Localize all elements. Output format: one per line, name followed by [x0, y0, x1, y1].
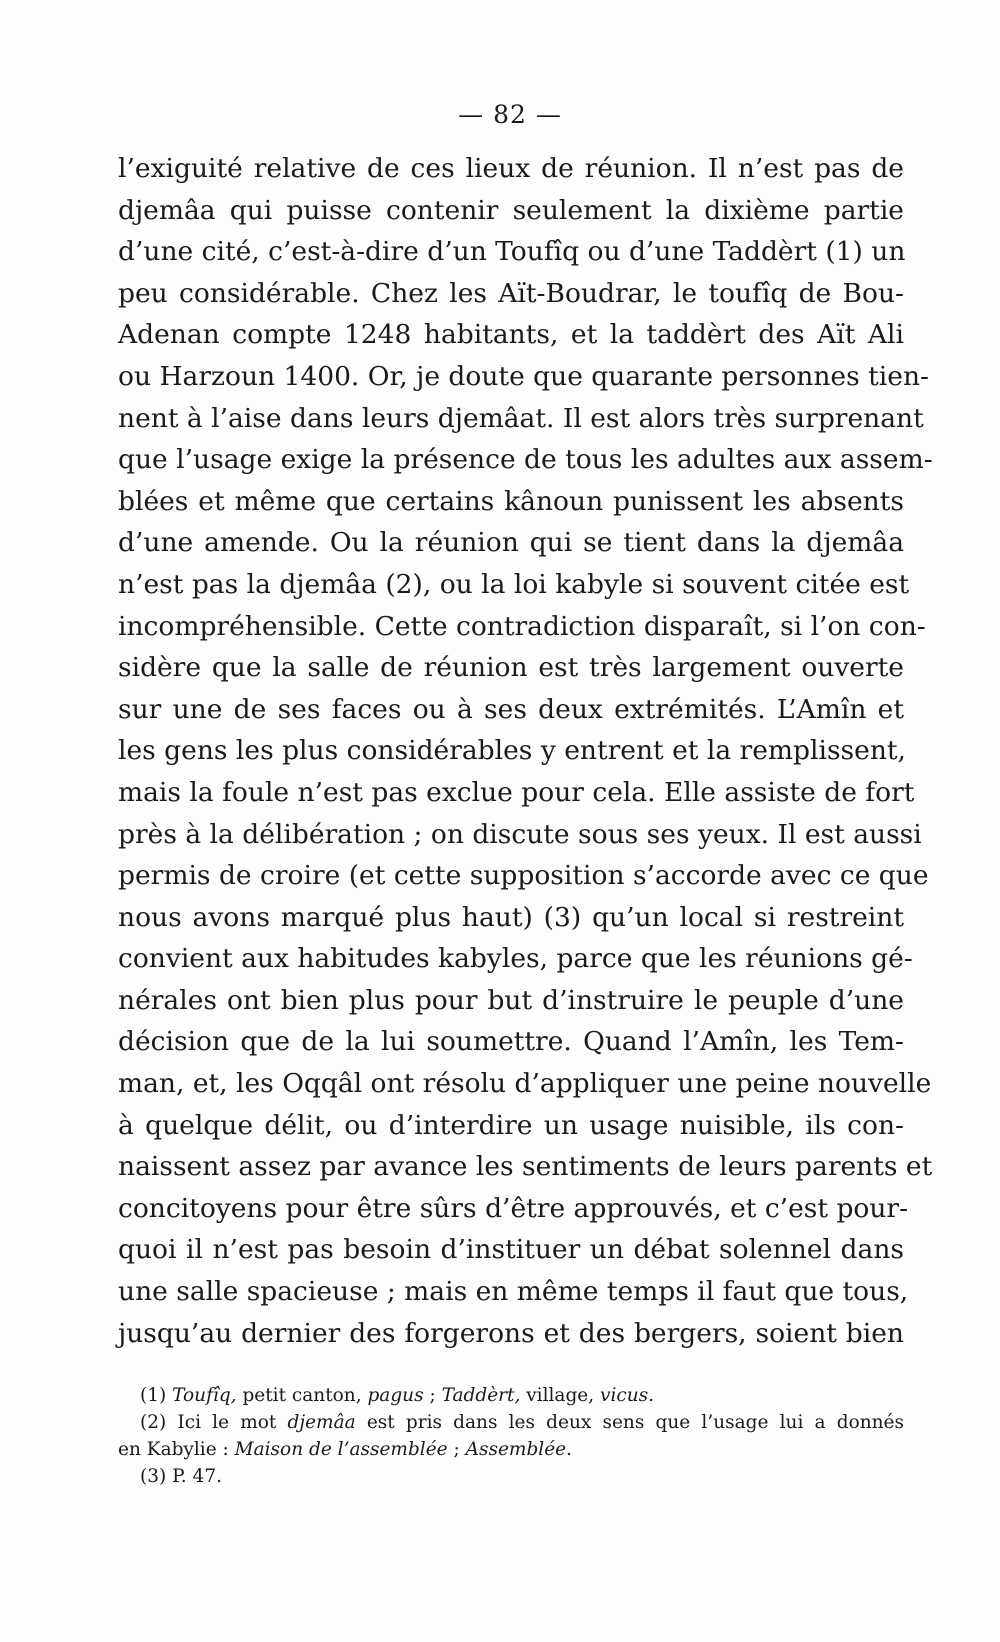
body-line-21: nérales ont bien plus pour but d’instruire le peuple d’une	[118, 984, 904, 1016]
footnote-1-term-taddert: Taddèrt,	[441, 1385, 521, 1406]
body-line-12: incompréhensible. Cette contradiction disparaît, si l’on con-	[118, 610, 926, 642]
body-line-26: concitoyens pour être sûrs d’être approuvés, et c’est pour-	[118, 1192, 909, 1224]
footnote-2-term-maison: Maison de l’assemblée	[234, 1439, 448, 1460]
body-line-14: sur une de ses faces ou à ses deux extrémités. L’Amîn et	[118, 693, 904, 725]
footnote-2-number: (2)	[140, 1412, 167, 1433]
body-line-24: à quelque délit, ou d’interdire un usage nuisible, ils con-	[118, 1109, 904, 1141]
footnote-2-line-1	[118, 1409, 904, 1436]
body-line-4: peu considérable. Chez les Aït-Boudrar, le toufîq de Bou-	[118, 277, 904, 309]
body-line-16: mais la foule n’est pas exclue pour cela. Elle assiste de fort	[118, 776, 915, 808]
footnote-1-number: (1)	[140, 1385, 167, 1406]
body-line-7: nent à l’aise dans leurs djemâat. Il est alors très surprenant	[118, 402, 924, 434]
footnote-1-term-toufiq: Toufîq,	[172, 1385, 237, 1406]
footnote-2-line-2	[118, 1436, 904, 1463]
body-line-6: ou Harzoun 1400. Or, je doute que quarante personnes tien-	[118, 360, 929, 392]
body-line-3: d’une cité, c’est-à-dire d’un Toufîq ou d’une Taddèrt (1) un	[118, 236, 906, 268]
body-line-27: quoi il n’est pas besoin d’instituer un débat solennel dans	[118, 1234, 904, 1266]
page-number: — 82 —	[458, 100, 562, 129]
body-line-18: permis de croire (et cette supposition s’accorde avec ce que	[118, 860, 929, 892]
body-line-22: décision que de la lui soumettre. Quand l’Amîn, les Tem-	[118, 1026, 904, 1058]
body-line-23: man, et, les Oqqâl ont résolu d’appliquer une peine nouvelle	[118, 1068, 932, 1100]
body-line-11: n’est pas la djemâa (2), ou la loi kabyle si souvent citée est	[118, 568, 910, 600]
footnote-1-term-vicus: vicus.	[600, 1385, 655, 1406]
body-line-10: d’une amende. Ou la réunion qui se tient dans la djemâa	[118, 527, 904, 559]
body-line-17: près à la délibération ; on discute sous ses yeux. Il est aussi	[118, 818, 922, 850]
body-line-9: blées et même que certains kânoun punissent les absents	[118, 485, 904, 517]
body-line-29: jusqu’au dernier des forgerons et des bergers, soient bien	[118, 1317, 904, 1349]
footnote-1	[118, 1382, 904, 1409]
footnote-1-text-c: village,	[520, 1385, 600, 1406]
footnote-3: (3) P. 47.	[140, 1466, 222, 1487]
body-line-2: djemâa qui puisse contenir seulement la dixième partie	[118, 194, 904, 226]
body-line-1: l’exiguité relative de ces lieux de réunion. Il n’est pas de	[118, 153, 904, 184]
footnote-2-text-b: est pris dans les deux sens que l’usage lui a donnés	[355, 1412, 904, 1433]
footnote-1-term-pagus: pagus	[367, 1385, 424, 1406]
footnote-1-text-b: ;	[423, 1385, 442, 1406]
footnote-1-text-a: petit canton,	[236, 1385, 368, 1406]
body-line-25: naissent assez par avance les sentiments de leurs parents et	[118, 1151, 933, 1183]
body-line-19: nous avons marqué plus haut) (3) qu’un local si restreint	[118, 901, 904, 933]
body-line-28: une salle spacieuse ; mais en même temps il faut que tous,	[118, 1276, 909, 1308]
body-text	[118, 148, 933, 1354]
body-line-5: Adenan compte 1248 habitants, et la taddèrt des Aït Ali	[118, 319, 904, 351]
body-line-13: sidère que la salle de réunion est très largement ouverte	[118, 652, 904, 684]
footnotes	[118, 1382, 904, 1490]
body-line-15: les gens les plus considérables y entrent et la remplissent,	[118, 735, 906, 767]
body-line-8: que l’usage exige la présence de tous les adultes aux assem-	[118, 444, 933, 476]
footnote-2-text-a: Ici le mot	[166, 1412, 288, 1433]
footnote-2-text-c: en Kabylie :	[118, 1439, 235, 1460]
footnote-2-term-assemblee: Assemblée.	[465, 1439, 572, 1460]
body-line-20: convient aux habitudes kabyles, parce que les réunions gé-	[118, 943, 913, 975]
footnote-2-text-d: ;	[447, 1439, 466, 1460]
footnote-2-term-djemaa: djemâa	[287, 1412, 356, 1433]
